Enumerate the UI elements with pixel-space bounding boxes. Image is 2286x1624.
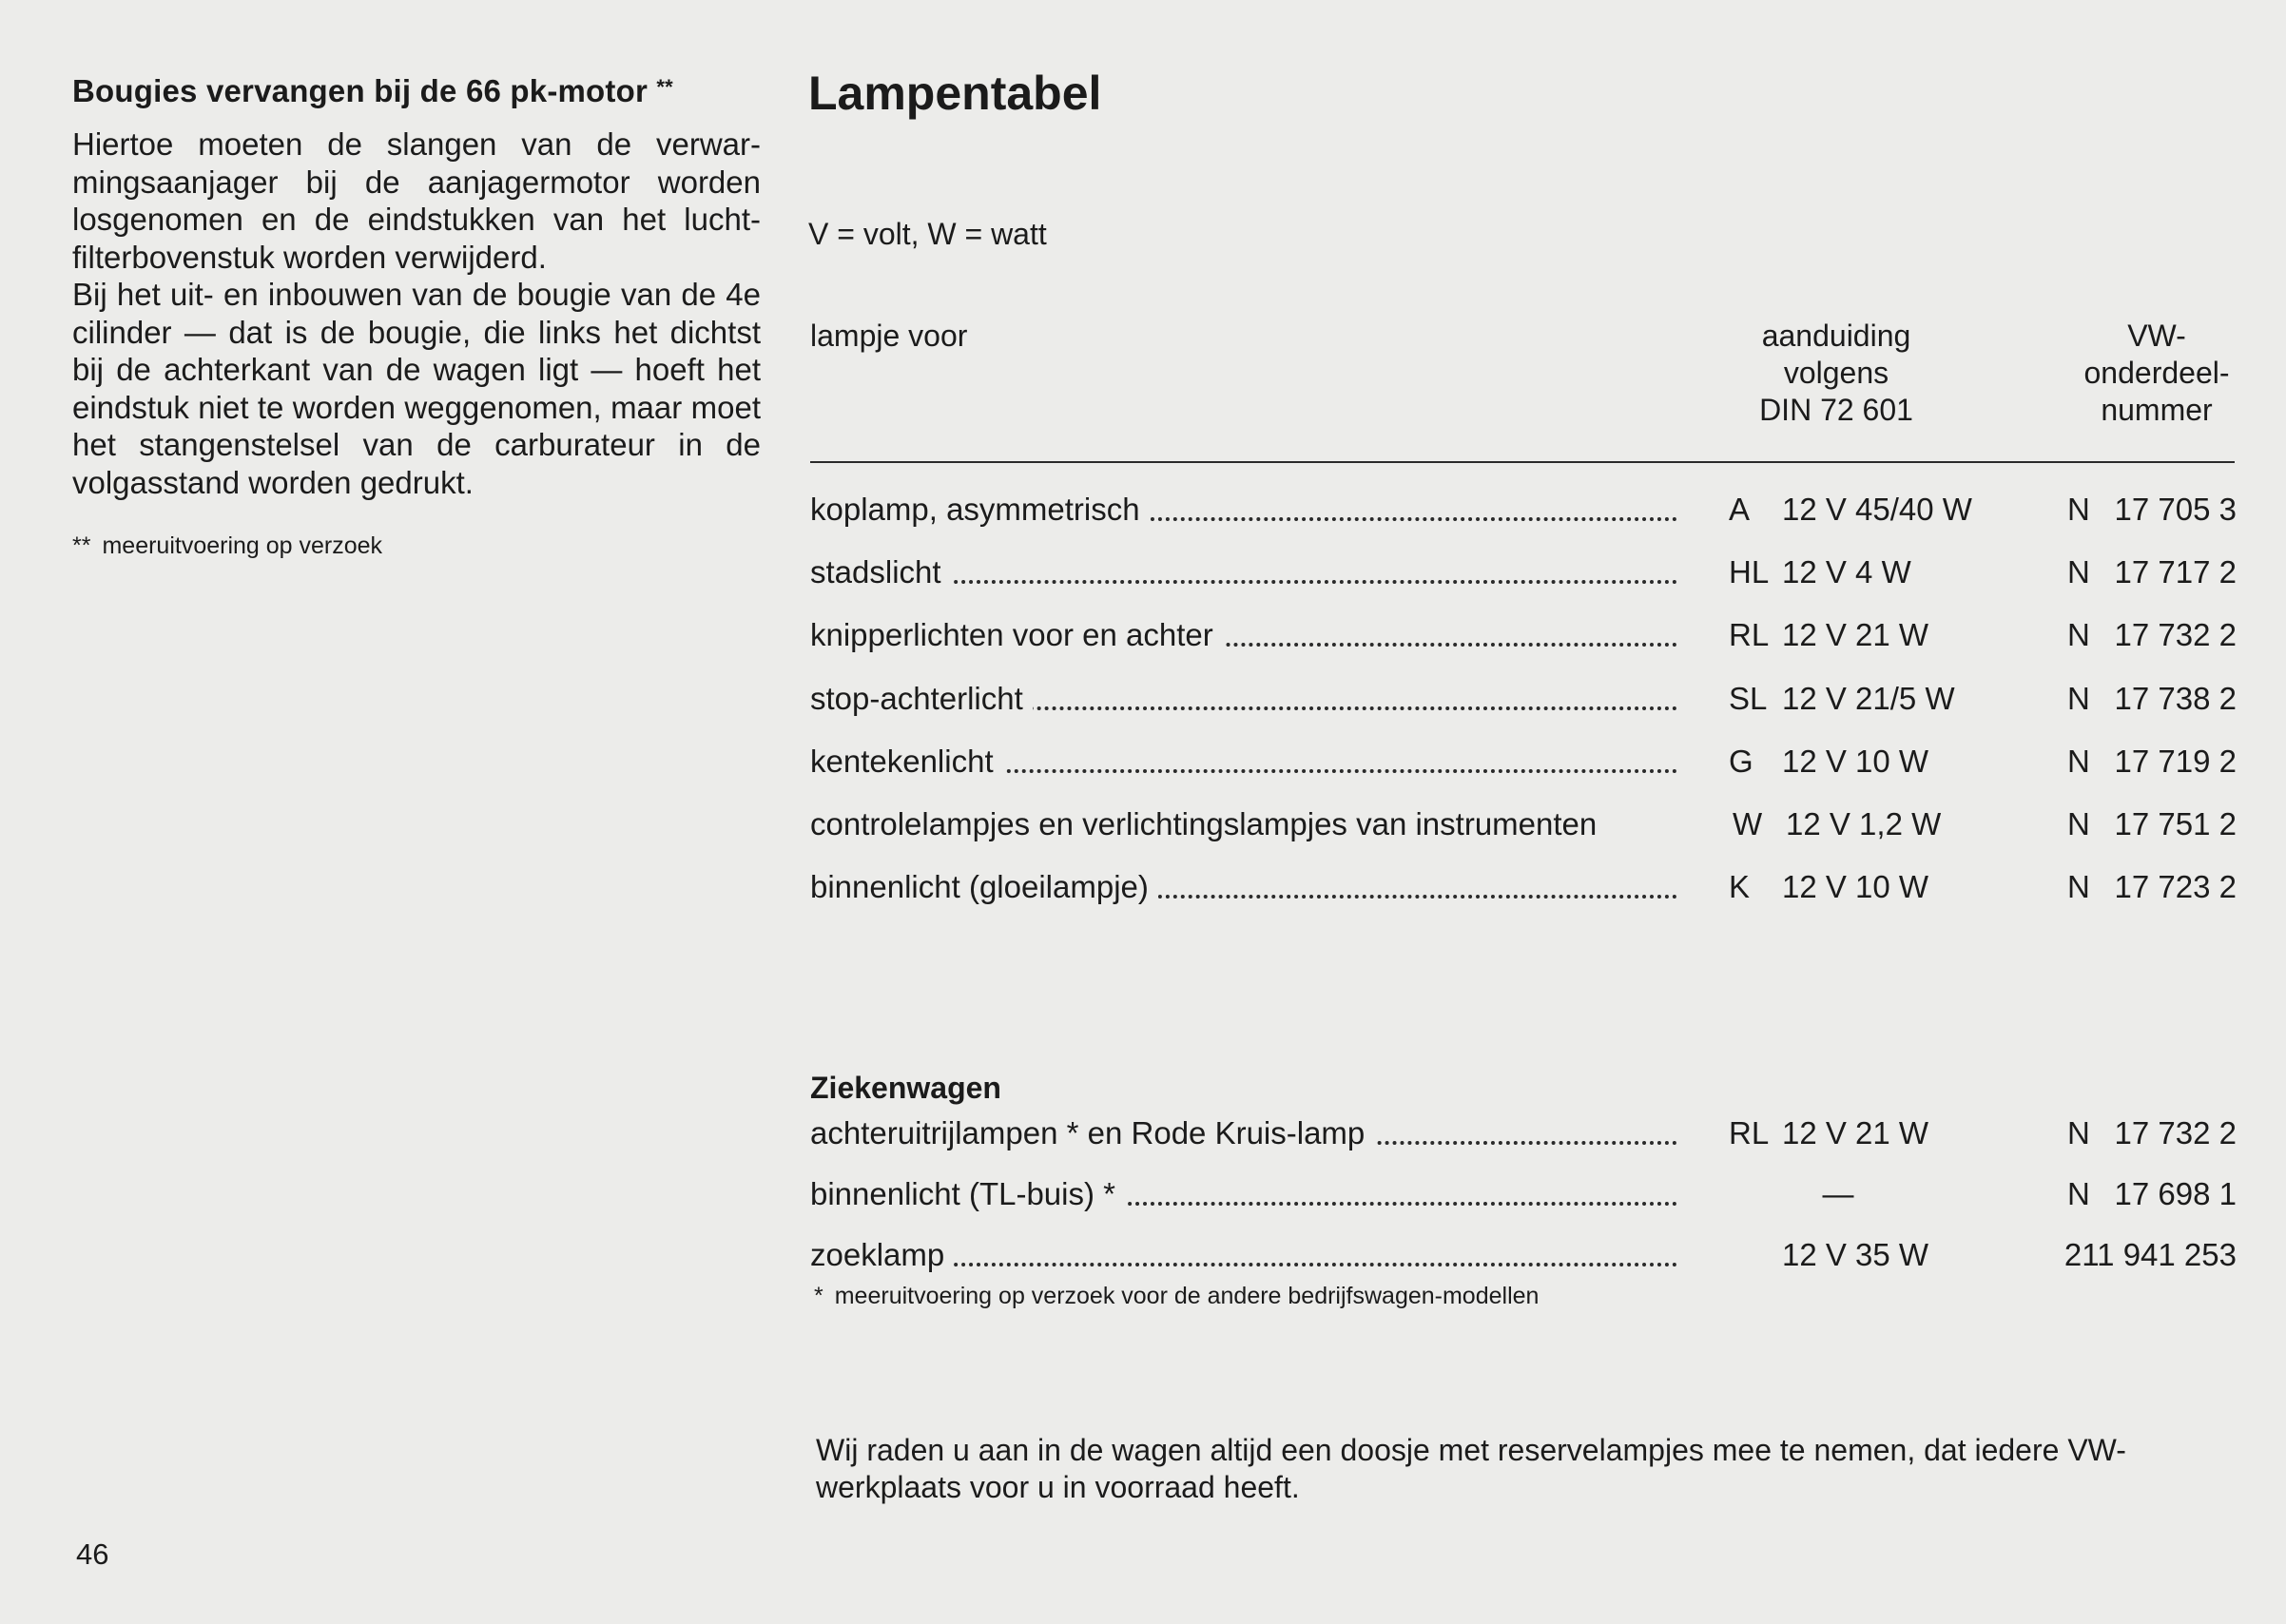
row-label [810,1173,1677,1215]
section-heading [72,67,761,112]
page-title: Lampentabel [808,67,1102,120]
paragraph-2: Bij het uit- en inbouwen van de bougie van de 4e cilinder — dat is de bougie, die links het dichtst bij de achterkant van de wagen ligt — hoeft het eindstuk niet te worden weggenomen, maar moet het stangenstelsel van de carburateur in de volgasstand worden gedrukt. [72,277,761,500]
left-footnote-mark: ** [72,532,91,559]
spark-plug-section [72,67,761,560]
row-spec: 12 V 45/40 W [1782,492,1972,527]
header-din-line1: aanduiding [1761,319,1911,353]
row-label-text: koplamp, asymmetrisch [810,492,1150,527]
row-spec: 12 V 21 W [1782,1115,1929,1150]
heading-text: Bougies vervangen bij de 66 pk-motor [72,73,649,108]
heading-footnote-mark: ** [656,75,673,99]
header-din-line2: volgens [1783,356,1889,390]
row-part-number: 17 723 2 [2114,869,2237,904]
unit-legend: V = volt, W = watt [808,217,1047,251]
row-label-text: controlelampjes en verlichtingslampjes van instrumenten [810,806,1606,841]
row-part-prefix: N [2067,617,2090,652]
row-part-number: 17 719 2 [2114,744,2237,779]
row-code: HL [1729,554,1770,590]
row-code: W [1733,806,1763,841]
row-part-number: 211 941 253 [2063,1237,2237,1272]
row-spec: 12 V 4 W [1782,554,1911,590]
table-footnote [814,1283,1539,1310]
row-part-number: 17 751 2 [2114,806,2237,841]
row-label-text: binnenlicht (gloeilampje) [810,869,1158,904]
row-part-number: 17 738 2 [2114,681,2237,716]
advice-paragraph: Wij raden u aan in de wagen altijd een doosje met reservelampjes mee te nemen, dat iedere VW-werkplaats voor u in voorraad heeft. [816,1433,2126,1504]
row-label-text: kentekenlicht [810,744,1003,779]
row-label-text: knipperlichten voor en achter [810,617,1223,652]
row-code: SL [1729,681,1768,716]
header-din-line3: DIN 72 601 [1759,393,1913,427]
left-footnote [72,532,761,560]
row-label [810,866,1677,908]
table-row [810,1173,2235,1215]
row-part-prefix: N [2067,492,2090,527]
row-label-text: zoeklamp [810,1237,954,1272]
table-row [810,803,2235,845]
table-row [810,1112,2235,1154]
row-code: RL [1729,617,1770,652]
row-spec: — [1822,1176,1854,1211]
row-label [810,1112,1677,1154]
row-part-number: 17 717 2 [2114,554,2237,590]
row-part-prefix: N [2067,869,2090,904]
table-footnote-text: meeruitvoering op verzoek voor de andere bedrijfswagen-modellen [834,1283,1540,1309]
table-footnote-mark: * [814,1283,823,1309]
row-part-number: 17 698 1 [2114,1176,2237,1211]
table-row [810,1234,2235,1276]
row-spec: 12 V 1,2 W [1786,806,1942,841]
row-spec: 12 V 21/5 W [1782,681,1955,716]
header-vw-line2: onderdeel- [2083,356,2230,390]
header-lamp: lampje voor [810,319,968,353]
row-label-text: binnenlicht (TL-buis) * [810,1176,1125,1211]
row-label-text: stadslicht [810,554,951,590]
row-label [810,551,1677,593]
row-code: K [1729,869,1751,904]
row-code: RL [1729,1115,1770,1150]
row-label-text: stop-achterlicht [810,681,1033,716]
row-part-prefix: N [2067,1115,2090,1150]
header-vw-line1: VW- [2127,319,2186,353]
row-label [810,678,1677,720]
table-row [810,489,2235,531]
row-spec: 12 V 10 W [1782,744,1929,779]
row-part-number: 17 705 3 [2114,492,2237,527]
row-label [810,741,1677,783]
row-label [810,614,1677,656]
row-part-prefix: N [2067,554,2090,590]
table-row [810,866,2235,908]
row-spec: 12 V 10 W [1782,869,1929,904]
table-row [810,741,2235,783]
row-label-text: achteruitrijlampen * en Rode Kruis-lamp [810,1115,1374,1150]
row-part-number: 17 732 2 [2114,617,2237,652]
row-code: G [1729,744,1753,779]
section-body [72,126,761,501]
header-divider [810,461,2235,463]
row-spec: 12 V 35 W [1782,1237,1929,1272]
table-row [810,678,2235,720]
paragraph-1: Hiertoe moeten de slangen van de verwarmingsaanjager bij de aanjagermotor worden losgenomen en de eindstukken van het luchtfilterbovenstuk worden verwijderd. [72,126,761,275]
row-part-prefix: N [2067,744,2090,779]
table-row [810,614,2235,656]
header-vw-line3: nummer [2101,393,2213,427]
row-part-prefix: N [2067,1176,2090,1211]
row-part-prefix: N [2067,681,2090,716]
row-label [810,803,1742,845]
header-vw-part [2062,318,2252,429]
lamp-table-section [808,63,2237,1504]
row-part-number: 17 732 2 [2114,1115,2237,1150]
table-row [810,551,2235,593]
left-footnote-text: meeruitvoering op verzoek [102,532,383,559]
ambulance-heading: Ziekenwagen [810,1071,1001,1105]
page-number: 46 [76,1537,109,1571]
row-spec: 12 V 21 W [1782,617,1929,652]
row-label [810,489,1677,531]
header-din [1727,318,1946,429]
row-label [810,1234,1677,1276]
row-code: A [1729,492,1751,527]
row-part-prefix: N [2067,806,2090,841]
